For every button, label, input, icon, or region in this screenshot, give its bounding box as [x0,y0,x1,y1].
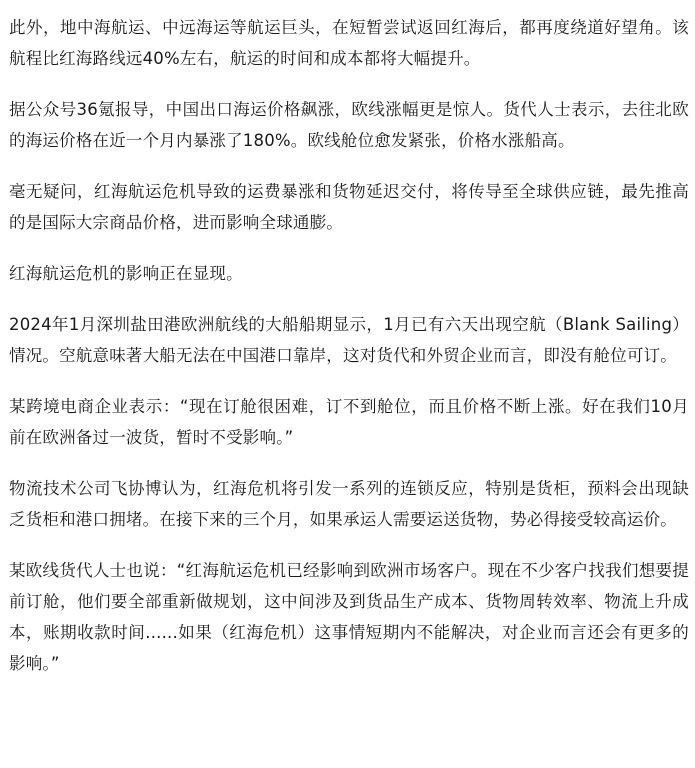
paragraph-forwarder-quote: 某欧线货代人士也说：“红海航运危机已经影响到欧洲市场客户。现在不少客户找我们想要提前订舱，他们要全部重新做规划，这中间涉及到货品生产成本、货物周转效率、物流上升成本，账期收款时间......如果（红海危机）这事情短期内不能解决，对企业而言还会有更多的影响。” [9,561,689,673]
paragraph-blank-sailing: 2024年1月深圳盐田港欧洲航线的大船船期显示，1月已有六天出现空航（Blank Sailing）情况。空航意味著大船无法在中国港口靠岸，这对货代和外贸企业而言，即没有舱位可订。 [9,315,689,365]
paragraph-rerouting: 此外，地中海航运、中远海运等航运巨头，在短暂尝试返回红海后，都再度绕道好望角。该航程比红海路线远40%左右，航运的时间和成本都将大幅提升。 [9,18,689,68]
paragraph-logistics-forecast: 物流技术公司飞协博认为，红海危机将引发一系列的连锁反应，特别是货柜，预料会出现缺乏货柜和港口拥堵。在接下来的三个月，如果承运人需要运送货物，势必得接受较高运价。 [9,479,689,529]
paragraph-impact-emerging: 红海航运危机的影响正在显现。 [9,264,243,283]
paragraph-supply-chain: 毫无疑问，红海航运危机导致的运费暴涨和货物延迟交付，将传导至全球供应链，最先推高的是国际大宗商品价格，进而影响全球通膨。 [9,182,689,232]
article-body [9,0,689,679]
paragraph-ecommerce-quote: 某跨境电商企业表示：“现在订舱很困难，订不到舱位，而且价格不断上涨。好在我们10月前在欧洲备过一波货，暂时不受影响。” [9,397,689,447]
paragraph-freight-rates: 据公众号36氪报导，中国出口海运价格飙涨，欧线涨幅更是惊人。货代人士表示，去往北欧的海运价格在近一个月内暴涨了180%。欧线舱位愈发紧张，价格水涨船高。 [9,100,689,150]
